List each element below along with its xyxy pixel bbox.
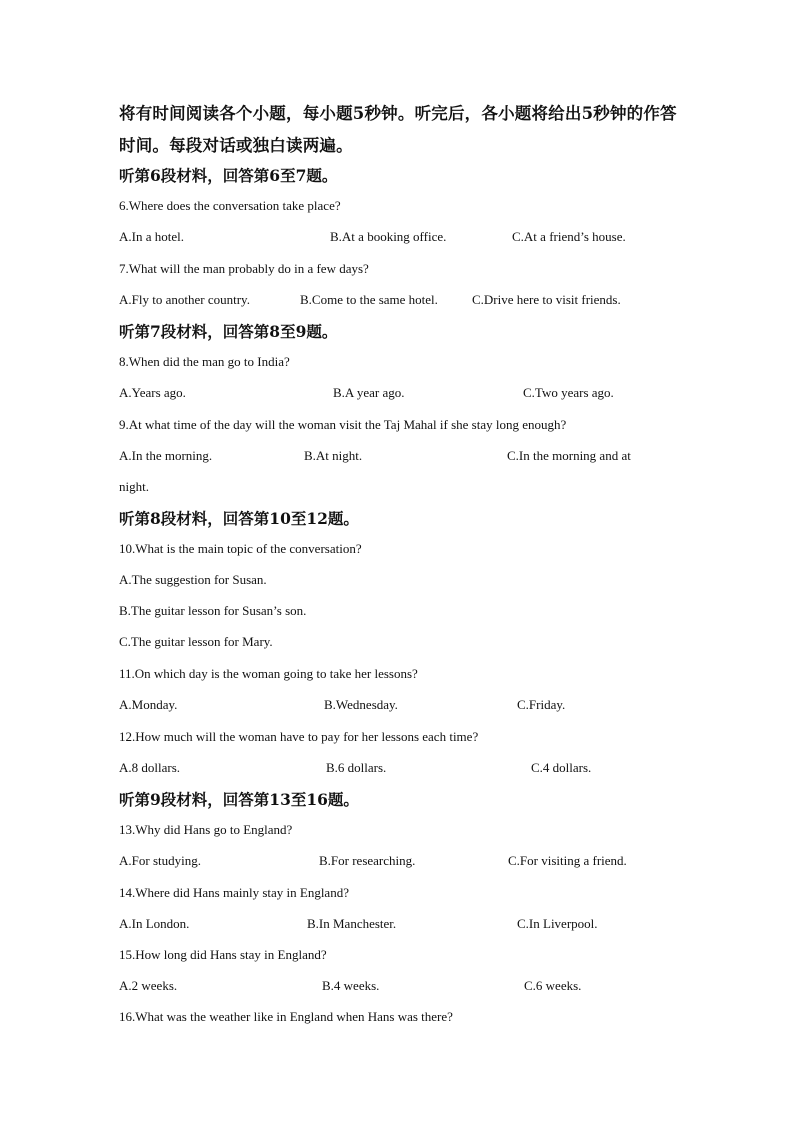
option-c: C.In Liverpool.: [517, 916, 598, 931]
option-b: B.Wednesday.: [324, 697, 398, 712]
intro-line-2: 时间。每段对话或独白读两遍。: [119, 136, 353, 155]
option-c: C.Drive here to visit friends.: [472, 292, 621, 307]
option-c-continuation: night.: [119, 479, 149, 494]
option-c: C.Two years ago.: [523, 385, 614, 400]
option-b: B.At night.: [304, 448, 363, 463]
option-a: A.Fly to another country.: [119, 292, 250, 307]
option-c: C.In the morning and at: [507, 448, 631, 463]
option-a: A.The suggestion for Susan.: [119, 572, 267, 587]
question-text: 8.When did the man go to India?: [119, 354, 290, 369]
section-heading: 听第9段材料，回答第13至16题。: [119, 790, 359, 809]
section-heading: 听第6段材料，回答第6至7题。: [119, 166, 338, 185]
option-a: A.8 dollars.: [119, 760, 181, 775]
question-text: 13.Why did Hans go to England?: [119, 822, 293, 837]
option-c: C.The guitar lesson for Mary.: [119, 634, 273, 649]
question-text: 16.What was the weather like in England when Hans was there?: [119, 1009, 453, 1024]
option-c: C.Friday.: [517, 697, 566, 712]
option-b: B.4 weeks.: [322, 978, 380, 993]
intro-line-1: 将有时间阅读各个小题，每小题5秒钟。听完后，各小题将给出5秒钟的作答: [119, 104, 677, 123]
option-b: B.Come to the same hotel.: [300, 292, 438, 307]
option-b: B.For researching.: [319, 853, 416, 868]
question-text: 11.On which day is the woman going to take her lessons?: [119, 666, 418, 681]
option-b: B.6 dollars.: [326, 760, 387, 775]
section-heading: 听第8段材料，回答第10至12题。: [119, 509, 359, 528]
option-b: B.A year ago.: [333, 385, 405, 400]
option-b: B.The guitar lesson for Susan’s son.: [119, 603, 307, 618]
option-a: A.In the morning.: [119, 448, 213, 463]
question-text: 14.Where did Hans mainly stay in England?: [119, 885, 349, 900]
section-heading: 听第7段材料，回答第8至9题。: [119, 322, 338, 341]
option-b: B.At a booking office.: [330, 229, 447, 244]
option-c: C.4 dollars.: [531, 760, 592, 775]
option-b: B.In Manchester.: [307, 916, 397, 931]
option-a: A.2 weeks.: [119, 978, 178, 993]
option-a: A.In a hotel.: [119, 229, 184, 244]
question-text: 10.What is the main topic of the conversation?: [119, 541, 362, 556]
option-a: A.For studying.: [119, 853, 201, 868]
option-a: A.Monday.: [119, 697, 178, 712]
option-c: C.At a friend’s house.: [512, 229, 626, 244]
question-text: 6.Where does the conversation take place?: [119, 198, 341, 213]
option-c: C.6 weeks.: [524, 978, 582, 993]
option-a: A.In London.: [119, 916, 190, 931]
question-text: 7.What will the man probably do in a few days?: [119, 261, 369, 276]
question-text: 12.How much will the woman have to pay for her lessons each time?: [119, 729, 479, 744]
option-a: A.Years ago.: [119, 385, 186, 400]
question-text: 15.How long did Hans stay in England?: [119, 947, 327, 962]
question-text: 9.At what time of the day will the woman visit the Taj Mahal if she stay long enough?: [119, 417, 567, 432]
option-c: C.For visiting a friend.: [508, 853, 627, 868]
